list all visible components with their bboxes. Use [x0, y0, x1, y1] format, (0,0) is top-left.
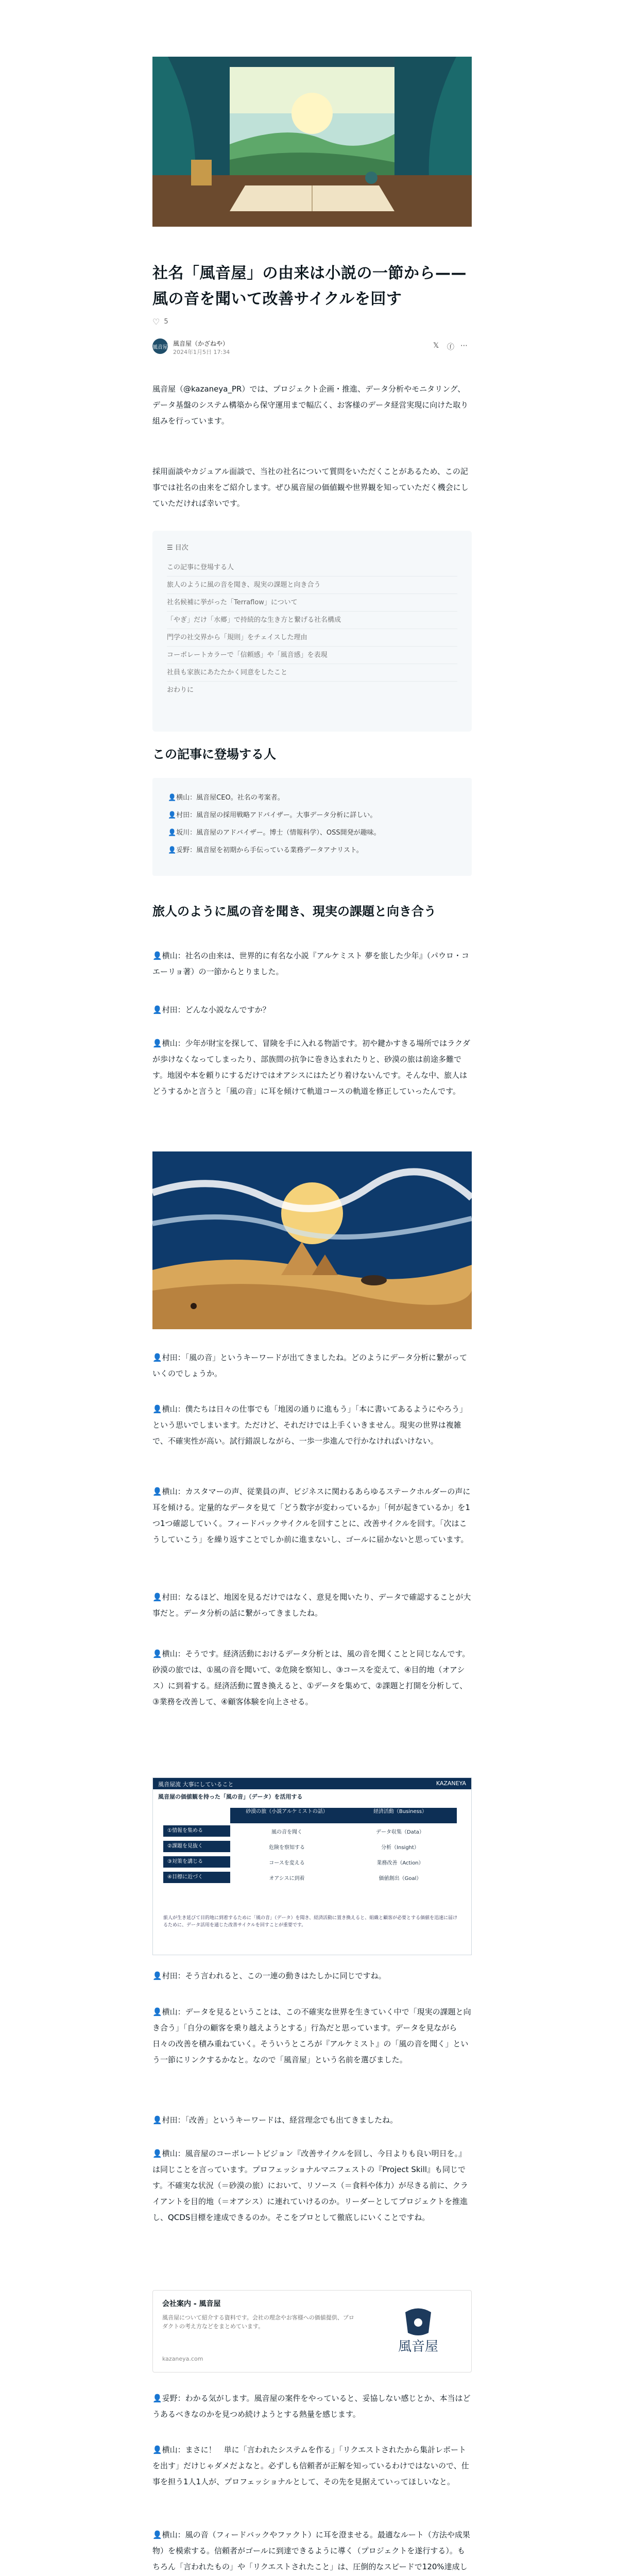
toc-item[interactable]: 「やぎ」だけ「水郷」で持続的な生き方と繋げる社名構成 [167, 612, 457, 629]
dialog-paragraph: 👤横山：風の音（フィードバックやファクト）に耳を澄ませる。最適なルート（方法や成果物）を模索する。信頼者がゴールに到達できるように導く（プロジェクトを遂行する）。もちろん「言われたもの」や「リクエストされたこと」は、圧倒的なスピードで120%達成し [152, 2530, 470, 2571]
cast-item: 👤妥野：風音屋を初期から手伝っている業務データアナリスト。 [168, 846, 363, 854]
intro-paragraph-2: 採用面談やカジュアル面談で、当社の社名について質問をいただくことがあるため、この記事では社名の由来をご紹介します。ぜひ風音屋の価値観や世界観を知っていただく機会にしていただければ幸いです。 [152, 467, 469, 508]
heart-icon[interactable]: ♡ [152, 317, 160, 327]
post-date: 2024年1月5日 17:34 [173, 349, 230, 355]
cast-item: 👤坂川：風音屋のアドバイザー。博士（情報科学）、OSS開発が趣味。 [168, 829, 381, 837]
slide-header: 風音屋流 大事にしていること KAZANEYA [153, 1778, 471, 1789]
kazaneya-logo-icon [400, 2307, 436, 2338]
more-menu-icon[interactable]: ⋯ [460, 342, 468, 350]
slide-table-row: ④目標に近づく オアシスに到着 価値創出（Goal） [163, 1871, 462, 1884]
slide-logo: KAZANEYA [436, 1780, 466, 1787]
cast-heading: この記事に登場する人 [152, 747, 276, 761]
dialog-paragraph: 👤横山：カスタマーの声、従業員の声、ビジネスに関わるあらゆるステークホルダーの声に耳を傾ける。定量的なデータを見て「どう数字が変わっているか」「何が起きているか」を1つ1つ確認していく。フィードバックサイクルを回すことに、改善サイクルを回す。「次はこうしていこう」を繰り返すことでしか前に進まないし、ゴールに届かないと思っています。 [152, 1487, 471, 1544]
dialog-paragraph: 👤村田：「風の音」というキーワードが出てきましたね。どのようにデータ分析に繋がっていくのでしょうか。 [152, 1353, 468, 1378]
intro-paragraph-1: 風音屋（@kazaneya_PR）では、プロジェクト企画・推進、データ分析やモニタリング、データ基盤のシステム構築から保守運用まで幅広く、お客様のデータ経営実現に向けた取り組みを行っています。 [152, 384, 469, 426]
section-heading-1: 旅人のように風の音を聞き、現実の課題と向き合う [152, 904, 437, 919]
dialog-paragraph: 👤横山：社名の由来は、世界的に有名な小説『アルケミスト 夢を旅した少年』（パウロ・コエーリョ著）の一節からとりました。 [152, 951, 470, 976]
toc-item[interactable]: この記事に登場する人 [167, 559, 457, 577]
slide-subtitle: 風音屋の価値観を持った「風の音」（データ）を活用する [158, 1793, 303, 1800]
dialog-paragraph: 👤村田：どんな小説なんですか？ [152, 1005, 270, 1014]
slide-note: 旅人が生き延びて目的地に到着するために「風の音」（データ）を聞き、経済活動に置き換えると、組織と顧客が必要とする価値を迅速に届けるために、データ活用を通じた改善サイクルを回すことが重要です。 [163, 1916, 458, 1928]
dialog-paragraph: 👤横山：そうです。経済活動におけるデータ分析とは、風の音を聞くことと同じなんです。砂漠の旅では、①風の音を聞いて、②危険を察知し、③コースを変えて、④目的地（オアシス）に到着する。経済活動に置き換えると、①データを集めて、②課題と打開を分析して、③業務を改善して、④顧客体験を向上させる。 [152, 1649, 470, 1706]
dialog-paragraph: 👤横山：風音屋のコーポレートビジョン『改善サイクルを回し、今日よりも良い明日を。』は同じことを言っています。プロフェッショナルマニフェストの『Project Skill』も同じです。不確実な状況（＝砂漠の旅）において、リソース（＝食料や体力）が尽きる前に、クライアントを目的地（＝オアシス）に連れていけるのか。リーダーとしてプロジェクトを推進し、QCDS目標を達成できるのか。そこをプロとして徹底しにいくことですね。 [152, 2149, 468, 2222]
cast-item: 👤村田：風音屋の採用戦略アドバイザー。大事データ分析に詳しい。 [168, 811, 377, 819]
toc-item[interactable]: コーポレートカラーで「信頼感」や「風音感」を表現 [167, 647, 457, 664]
author-row [152, 337, 472, 356]
facebook-share-icon[interactable]: ⓕ [447, 343, 454, 351]
card-url: kazaneya.com [162, 2355, 203, 2362]
table-of-contents [152, 531, 472, 732]
toc-item[interactable]: 旅人のように風の音を聞き、現実の課題と向き合う [167, 577, 457, 594]
toc-item[interactable]: おわりに [167, 686, 194, 694]
card-thumbnail [374, 2298, 462, 2365]
hero-image [152, 57, 472, 227]
like-count: 5 [164, 318, 168, 326]
card-logo-text: 風音屋 [398, 2339, 438, 2354]
slide-table [163, 1809, 462, 1886]
card-description: 風音屋について紹介する資料です。会社の理念やお客様への価値提供、プロダクトの考え方などをまとめています。 [162, 2314, 354, 2330]
toc-item[interactable]: 社名候補に挙がった「Terraflow」について [167, 594, 457, 612]
desert-illustration [152, 1151, 472, 1329]
slide-table-row: ③対策を講じる コースを変える 業務改善（Action） [163, 1855, 462, 1869]
list-icon: ☰ [167, 544, 175, 552]
dialog-paragraph: 👤横山：データを見るということは、この不確実な世界を生きていく中で「現実の課題と向き合う」「自分の顧客を乗り越えようとする」行為だと思っています。データを見ながら日々の改善を積み重ねていく。そういうところが『アルケミスト』の「風の音を聞く」という一節にリンクするかなと。なので「風音屋」という名前を選びました。 [152, 2007, 471, 2064]
cast-item: 👤横山：風音屋CEO。社名の考案者。 [168, 794, 284, 802]
dialog-paragraph: 👤横山：少年が財宝を探して、冒険を手に入れる物語です。初や鍵かすきる場所ではラクダが歩けなくなってしまったり、部族間の抗争に巻き込まれたりと、砂漠の旅は前途多難です。地図や本を頼りにするだけではオアシスにはたどり着けないんです。そんな中、旅人はどうするかと言うと「風の音」に耳を傾けて軌道コースの軌道を修正していったんです。 [152, 1039, 470, 1096]
article-title: 社名「風音屋」の由来は小説の一節から——風の音を聞いて改善サイクルを回す [152, 264, 467, 308]
concept-slide [152, 1777, 472, 1955]
author-avatar[interactable]: 風音屋 [152, 338, 168, 354]
company-link-card[interactable] [152, 2290, 472, 2372]
toc-title: ☰ 目次 [167, 544, 188, 552]
toc-item[interactable]: 門学の社交界から「規則」をチェイスした理由 [167, 629, 457, 647]
like-row [152, 317, 168, 327]
dialog-paragraph: 👤横山：僕たちは日々の仕事でも「地図の通りに進もう」「本に書いてあるようにやろう」という思いでしまいます。ただけど、それだけでは上手くいきません。現実の世界は複雑で、不確実性が高い。試行錯誤しながら、一歩一歩進んで行かなければいけない。 [152, 1404, 468, 1446]
dialog-paragraph: 👤村田：「改善」というキーワードは、経営理念でも出てきましたね。 [152, 2115, 398, 2125]
cast-box [152, 778, 472, 876]
dialog-paragraph: 👤村田：なるほど、地図を見るだけではなく、意見を聞いたり、データで確認することが大事だと。データ分析の話に繋がってきましたね。 [152, 1592, 471, 1618]
slide-table-row: ①情報を集める 風の音を聞く データ収集（Data） [163, 1824, 462, 1838]
slide-table-row: ②課題を見抜く 危険を察知する 分析（Insight） [163, 1840, 462, 1853]
card-title: 会社案内 - 風音屋 [162, 2300, 221, 2308]
x-share-icon[interactable]: 𝕏 [433, 342, 439, 350]
toc-item[interactable]: 社員も家族にあたたかく同意をしたこと [167, 664, 457, 682]
dialog-paragraph: 👤村田：そう言われると、この一連の動きはたしかに同じですね。 [152, 1971, 386, 1980]
dialog-paragraph: 👤妥野：わかる気がします。風音屋の案件をやっていると、妥協しない感じとか、本当はどうあるべきなのかを見つめ続けようとする熱量を感じます。 [152, 2394, 471, 2419]
author-name[interactable]: 風音屋（かざねや） [173, 340, 229, 347]
slide-table-header: 砂漠の旅（小説アルケミストの話） 経済活動（Business） [163, 1809, 462, 1822]
dialog-paragraph: 👤横山：まさに！ 単に「言われたシステムを作る」「リクエストされたから集計レポートを出す」だけじゃダメだよなと。必ずしも信頼者が正解を知っているわけではないので、仕事を担う1人1人が、プロフェッショナルとして、その先を見据えていってほしいなと。 [152, 2445, 469, 2486]
